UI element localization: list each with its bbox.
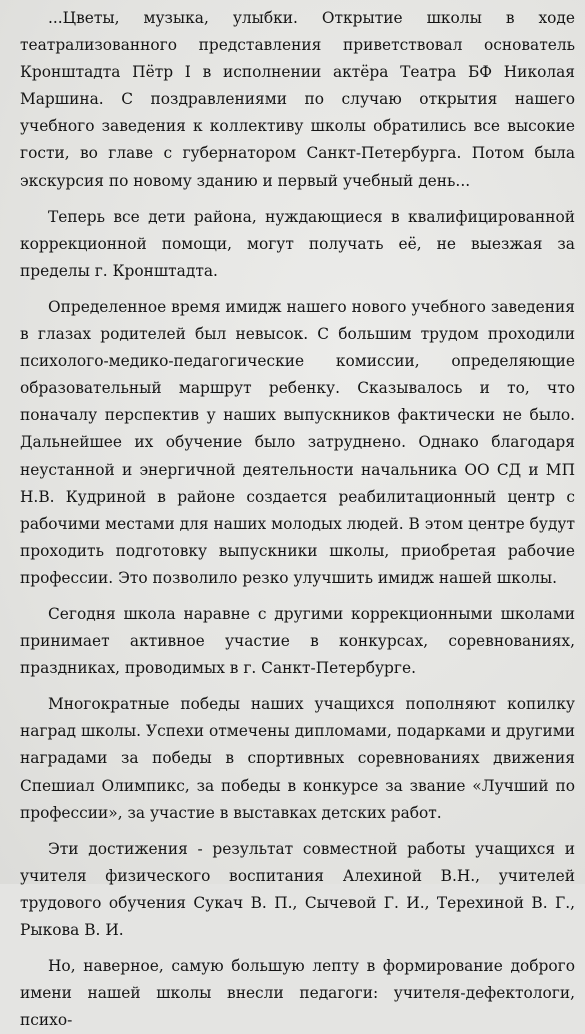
paragraph-school-image: Определенное время имидж нашего нового учебного заведения в глазах родителей был невысок. С большим трудом проходили психолого-медико-педагогические комиссии, определяющие образовательный маршрут ребенку. Сказывалось и то, что поначалу перспектив у наших выпускников фактически не было. Дальнейшее их обучение было затруднено. Однако благодаря неустанной и энергичной деятельности начальника ОО СД и МП Н.В. Кудриной в районе создается реабилитационный центр с рабочими местами для наших молодых людей. В этом центре будут проходить подготовку выпускники школы, приобретая рабочие профессии. Это позволило резко улучшить имидж нашей школы. xyxy=(20,297,575,587)
paragraph-district-children: Теперь все дети района, нуждающиеся в квалифицированной коррекционной помощи, могут получать её, не выезжая за пределы г. Кронштадта. xyxy=(20,207,575,280)
paragraph-competitions: Сегодня школа наравне с другими коррекционными школами принимает активное участие в конкурсах, соревнованиях, праздниках, проводимых в г. Санкт-Петербурге. xyxy=(20,604,575,678)
paragraph-victories: Многократные победы наших учащихся пополняют копилку наград школы. Успехи отмечены дипломами, подарками и другими наградами за победы в спортивных соревнованиях движения Спешиал Олимпикс, за победы в конкурсе за звание «Лучший по профессии», за участие в выставках детских работ. xyxy=(20,695,575,822)
paragraph-teachers: Но, наверное, самую большую лепту в формирование доброго имени нашей школы внесли педагоги: учителя-дефектологи, психо- xyxy=(20,957,575,1030)
paragraph-achievements: Эти достижения - результат совместной работы учащихся и учителя физического воспитания Алехиной В.Н., учителей трудового обучения Сукач В. П., Сычевой Г. И., Терехиной В. Г., Рыкова В. И. xyxy=(20,839,575,939)
paragraph-opening-ceremony: ...Цветы, музыка, улыбки. Открытие школы в ходе театрализованного представления приветствовал основатель Кронштадта Пётр I в исполнении актёра Театра БФ Николая Маршина. С поздравлениями по случаю открытия нашего учебного заведения к коллективу школы обратились все высокие гости, во главе с губернатором Санкт-Петербурга. Потом была экскурсия по новому зданию и первый учебный день... xyxy=(20,9,575,190)
